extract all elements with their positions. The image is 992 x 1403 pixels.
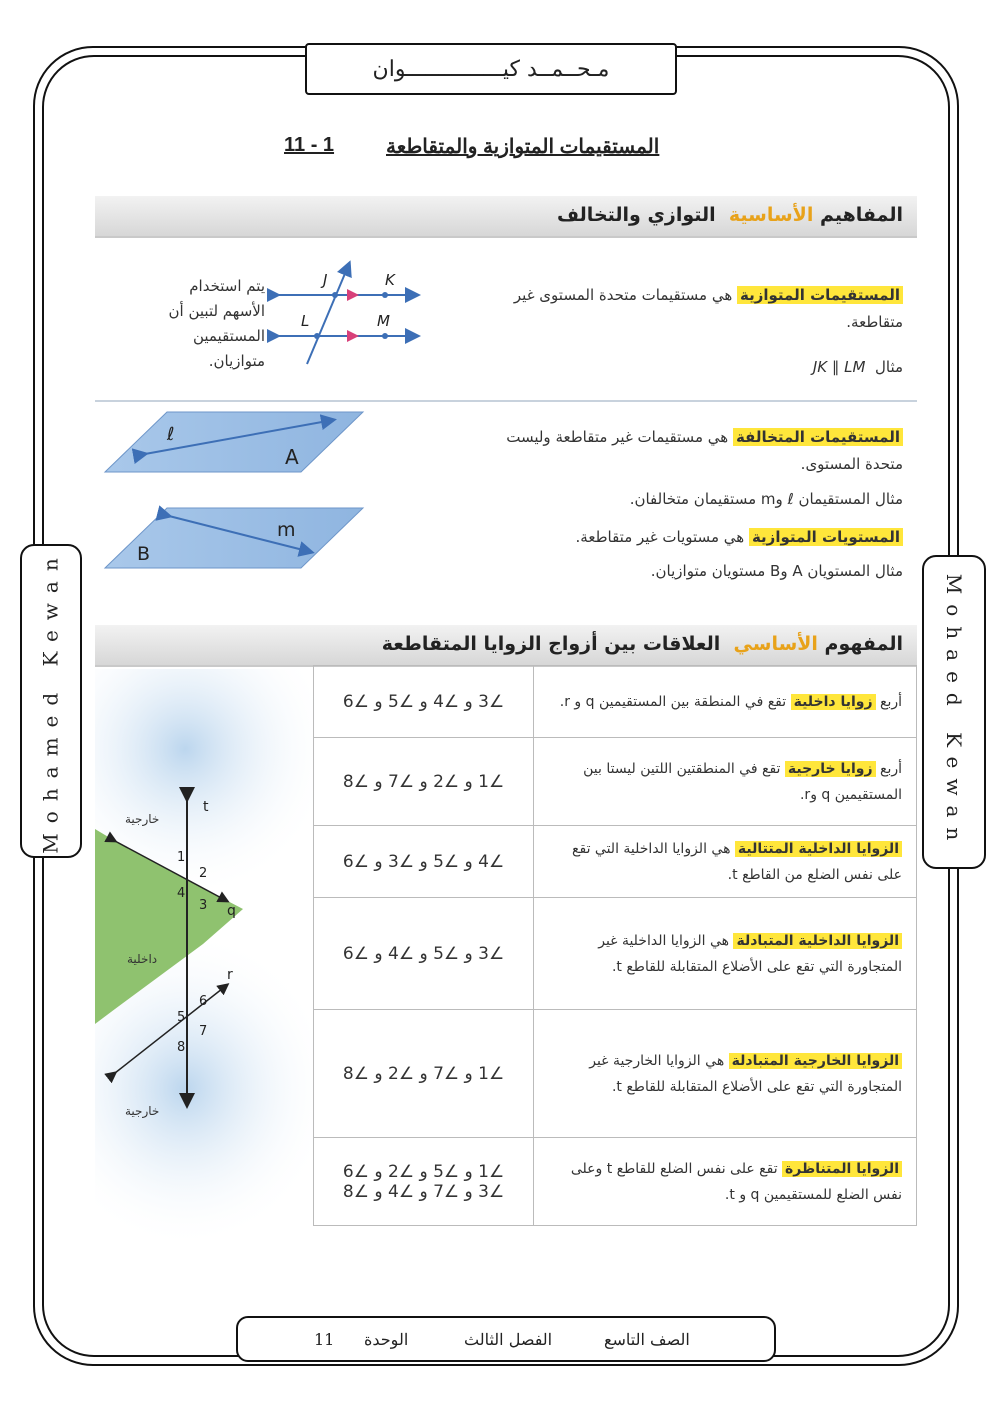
- concept-header-1-text: المفاهيم الأساسية التوازي والتخالف: [557, 204, 903, 226]
- definition-prefix: أربع: [875, 693, 902, 710]
- definition-term: الزوايا الداخلية المتبادلة: [733, 933, 902, 949]
- point-m: [382, 333, 388, 339]
- point-l: [314, 333, 320, 339]
- angle-pair-cell: [314, 738, 534, 826]
- table-row: [314, 666, 917, 738]
- angle-list: ∠3 و ∠5 و ∠4 و ∠6: [342, 943, 505, 964]
- concept-box-angle-pairs: [95, 625, 917, 1265]
- point-k: [382, 292, 388, 298]
- angle-list: ∠3 و ∠4 و ∠5 و ∠6: [342, 691, 505, 712]
- angle-pair-cell: [314, 1138, 534, 1226]
- parallel-mark-bottom: [347, 330, 359, 342]
- definition-rest: هي الزوايا الخارجية غير المتجاورة التي تقع على الأضلاع المتقابلة للقاطع t.: [589, 1052, 902, 1095]
- definition-term: الزوايا الداخلية المتتالية: [735, 841, 902, 857]
- skew-lines-definition: المستقيمات المتخالفة هي مستقيمات غير متقاطعة وليست متحدة المستوى.: [506, 428, 903, 473]
- lesson-title: المستقيمات المتوازية والمتقاطعة: [386, 136, 660, 158]
- definition-term: زوايا خارجية: [785, 761, 876, 777]
- table-row: [314, 826, 917, 898]
- angle-pair-cell: [314, 1010, 534, 1138]
- side-label-right-text: Mohaed Kewan: [942, 573, 967, 851]
- definition-cell: [534, 826, 917, 898]
- definition-term: الزوايا المتناظرة: [782, 1161, 902, 1177]
- concept1-divider: [95, 400, 917, 402]
- table-row: [314, 738, 917, 826]
- angle-2: 2: [199, 866, 208, 881]
- label-q: q: [227, 903, 236, 919]
- definition-prefix: أربع: [875, 760, 902, 777]
- angle-1: 1: [177, 850, 186, 865]
- definition-rest: هي الزوايا الداخلية غير المتجاورة التي تقع على الأضلاع المتقابلة للقاطع t.: [598, 932, 902, 975]
- label-plane-b: B: [137, 543, 151, 565]
- angle-6: 6: [199, 994, 208, 1009]
- label-exterior-bottom: خارجية: [125, 1104, 160, 1118]
- definition-cell: [534, 738, 917, 826]
- angle-list: ∠1 و ∠2 و ∠7 و ∠8: [342, 771, 505, 792]
- angle-5: 5: [177, 1010, 186, 1025]
- label-j: J: [323, 271, 328, 289]
- transversal-line: [307, 264, 349, 364]
- label-exterior-top: خارجية: [125, 812, 160, 826]
- point-j: [332, 292, 338, 298]
- angle-list: ∠1 و ∠5 و ∠2 و ∠6: [342, 1161, 505, 1182]
- angle-list: ∠4 و ∠5 و ∠3 و ∠6: [342, 851, 505, 872]
- transversal-figure: [95, 669, 315, 1265]
- side-label-right: [922, 555, 986, 869]
- footer-unit-label: الوحدة: [364, 1330, 409, 1349]
- definition-rest: تقع في المنطقة بين المستقيمين q و r.: [559, 693, 791, 710]
- label-l: L: [301, 312, 310, 330]
- definition-term: زوايا داخلية: [791, 694, 876, 710]
- angle-4: 4: [177, 886, 186, 901]
- label-t: t: [203, 799, 209, 815]
- angle-3: 3: [199, 898, 208, 913]
- definition-cell: [534, 1138, 917, 1226]
- arrow-note: يتم استخدام الأسهم لتبين أن المستقيمين متوازيان.: [168, 277, 265, 370]
- label-m: M: [377, 312, 390, 330]
- parallel-lines-figure: [267, 258, 427, 378]
- definition-rest: تقع على نفس الضلع للقاطع t وعلى نفس الضلع للمستقيمين q و t.: [570, 1160, 902, 1203]
- lesson-number: 11 - 1: [284, 134, 335, 156]
- angle-8: 8: [177, 1040, 186, 1055]
- side-label-left-text: Mohamed Kewan: [39, 548, 64, 854]
- definition-term: الزوايا الخارجية المتبادلة: [729, 1053, 902, 1069]
- definition-rest: تقع في المنطقتين اللتين ليستا بين المستقيمين q وr.: [583, 760, 902, 803]
- table-row: [314, 898, 917, 1010]
- angle-list: ∠1 و ∠7 و ∠2 و ∠8: [342, 1063, 505, 1084]
- concept-header-2: [95, 625, 917, 667]
- label-ell: ℓ: [167, 424, 175, 445]
- table-row: [314, 1010, 917, 1138]
- definition-rest: هي الزوايا الداخلية التي تقع على نفس الضلع من القاطع t.: [572, 840, 902, 883]
- concept-box-parallel-skew: [95, 196, 917, 592]
- author-name-header: مـحــمــد كيـــــــــــــــوان: [305, 43, 677, 95]
- planes-figure: [101, 410, 371, 590]
- side-label-left: [20, 544, 82, 858]
- angle-pair-cell: [314, 666, 534, 738]
- angle-7: 7: [199, 1024, 208, 1039]
- angle-pair-cell: [314, 826, 534, 898]
- label-k: K: [385, 271, 395, 289]
- footer-unit-number: 11: [314, 1330, 335, 1349]
- concept-header-2-text: المفهوم الأساسي العلاقات بين أزواج الزوايا المتقاطعة: [381, 633, 903, 655]
- label-interior: داخلية: [127, 952, 158, 966]
- parallel-mark-top: [347, 289, 359, 301]
- label-m-line: m: [277, 519, 296, 541]
- concept-header-1: [95, 196, 917, 238]
- parallel-lines-example: مثال JK ∥ LM: [812, 358, 903, 376]
- angle-pair-cell: [314, 898, 534, 1010]
- skew-lines-example: مثال المستقيمان ℓ وm مستقيمان متخالفان.: [629, 490, 903, 508]
- parallel-planes-example: مثال المستويان A وB مستويان متوازيان.: [650, 562, 903, 580]
- parallel-lines-definition: المستقيمات المتوازية هي مستقيمات متحدة المستوى غير متقاطعة.: [513, 286, 903, 331]
- angle-relations-table: [313, 665, 917, 1226]
- footer-chapter: الفصل الثالث: [464, 1330, 553, 1349]
- footer-bar: [236, 1316, 776, 1362]
- footer-grade: الصف التاسع: [604, 1330, 690, 1349]
- table-row: [314, 1138, 917, 1226]
- label-r: r: [227, 967, 233, 983]
- label-plane-a: A: [285, 445, 299, 469]
- angle-list: ∠3 و ∠7 و ∠4 و ∠8: [342, 1181, 505, 1202]
- definition-cell: [534, 666, 917, 738]
- definition-cell: [534, 898, 917, 1010]
- parallel-planes-definition: المستويات المتوازية هي مستويات غير متقاطعة.: [493, 524, 903, 551]
- definition-cell: [534, 1010, 917, 1138]
